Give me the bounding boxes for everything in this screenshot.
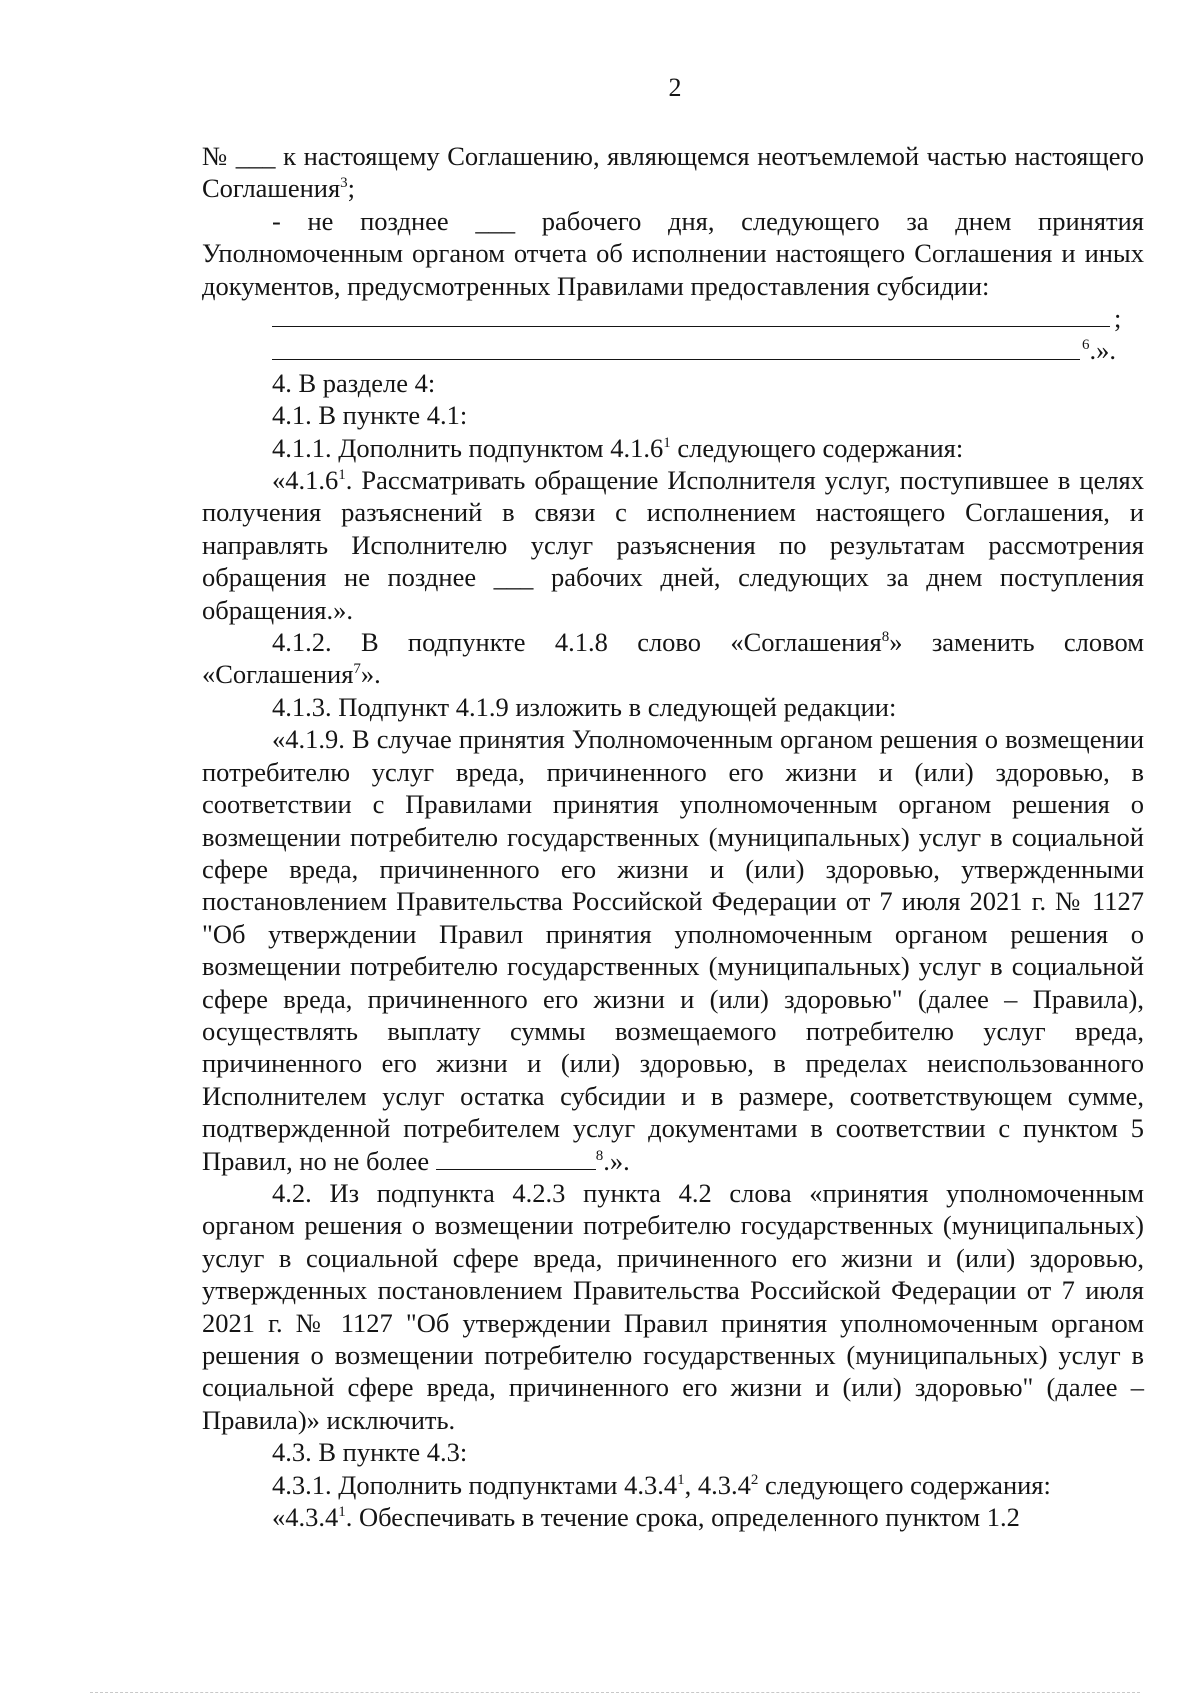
paragraph: 4.3.1. Дополнить подпунктами 4.3.4$^1$, 4.3.4$^2$ следующего содержания:	[272, 1469, 1051, 1500]
footnote-ref: 1	[677, 1471, 685, 1488]
footnote-ref: 8	[595, 1147, 604, 1164]
blank-field	[436, 1145, 596, 1170]
paragraph: 4.1.2. В подпункте 4.1.8 слово «Соглашения$^8$» заменить словом «Соглашения$^7$».	[202, 627, 1145, 690]
paragraph-text: - не позднее ___ рабочего дня, следующего за днем принятия Уполномоченным органом отчета об исполнении настоящего Соглашения и иных документов, предусмотренных Правилами предоставления субсидии:	[202, 205, 1144, 301]
footnote-ref: 6	[1082, 337, 1090, 354]
footnote-ref: 2	[750, 1471, 759, 1488]
fill-in-line-1	[202, 302, 1144, 334]
document-body	[202, 140, 1144, 1533]
footnote-ref: 1	[338, 467, 346, 484]
paragraph: «4.1.9. В случае принятия Уполномоченным органом решения о возмещении потребителю услуг вреда, причиненного его жизни и (или) здоровью, в соответствии с Правилами принятия уполномоченным органом решения о возмещении потребителю государственных (муниципальных) услуг в социальной сфере вреда, причиненного его жизни и (или) здоровью, утвержденными постановлением Правительства Российской Федерации от 7 июля 2021 г. № 1127 "Об утверждении Правил принятия уполномоченным органом решения о возмещении потребителю государственных (муниципальных) услуг в социальной сфере вреда, причиненного его жизни и (или) здоровью" (далее – Правила), осуществлять выплату суммы возмещаемого потребителю услуг вреда, причиненного его жизни и (или) здоровью, в пределах неиспользованного Исполнителем услуг остатка субсидии и в размере, соответствующем сумме, подтвержденной потребителем услуг документами в соответствии с пунктом 5 Правил, но не более $^8$.».	[202, 724, 1144, 1176]
footnote-ref: 1	[663, 434, 671, 451]
section-heading: 4. В разделе 4:	[272, 367, 436, 398]
section-heading: 4.1. В пункте 4.1:	[272, 400, 468, 431]
paragraph-deadline	[202, 205, 1144, 302]
paragraph: «4.1.6$^1$. Рассматривать обращение Исполнителя услуг, поступившее в целях получения разъяснений в связи с исполнением настоящего Соглашения, и направлять Исполнителю услуг разъяснения по результатам рассмотрения обращения не позднее ___ рабочих дней, следующих за днем поступления обращения.».	[202, 465, 1144, 625]
page-bottom-edge	[90, 1692, 1140, 1693]
paragraph: 4.1.1. Дополнить подпунктом 4.1.6$^1$ следующего содержания:	[272, 432, 964, 463]
blank-rule	[272, 326, 1110, 327]
page-number: 2	[668, 73, 682, 102]
footnote-ref: 3	[340, 175, 348, 192]
paragraph: 4.2. Из подпункта 4.2.3 пункта 4.2 слова «принятия уполномоченным органом решения о возмещении потребителю государственных (муниципальных) услуг в социальной сфере вреда, причиненного его жизни и (или) здоровью, утвержденных постановлением Правительства Российской Федерации от 7 июля 2021 г. № 1127 "Об утверждении Правил принятия уполномоченным органом решения о возмещении потребителю государственных (муниципальных) услуг в социальной сфере вреда, причиненного его жизни и (или) здоровью" (далее – Правила)» исключить.	[202, 1177, 1144, 1435]
paragraph-text: № ___ к настоящему Соглашению, являющемся неотъемлемой частью настоящего Соглашения	[202, 141, 1144, 204]
section-heading: 4.3. В пункте 4.3:	[272, 1437, 468, 1468]
line-tail: ;	[1114, 303, 1122, 334]
fill-in-line-2	[202, 334, 1144, 366]
footnote-ref: 1	[338, 1504, 346, 1521]
footnote-ref: 7	[353, 661, 361, 678]
paragraph: 4.1.3. Подпункт 4.1.9 изложить в следующей редакции:	[272, 691, 897, 722]
paragraph-continuation: № ___ к настоящему Соглашению, являющемся неотъемлемой частью настоящего Соглашения$^3$;	[202, 141, 1144, 204]
line-tail: $^6$.».	[1082, 335, 1116, 366]
blank-rule	[272, 359, 1080, 360]
footnote-ref: 8	[881, 629, 890, 646]
paragraph: «4.3.4$^1$. Обеспечивать в течение срока, определенного пунктом 1.2	[272, 1502, 1020, 1533]
